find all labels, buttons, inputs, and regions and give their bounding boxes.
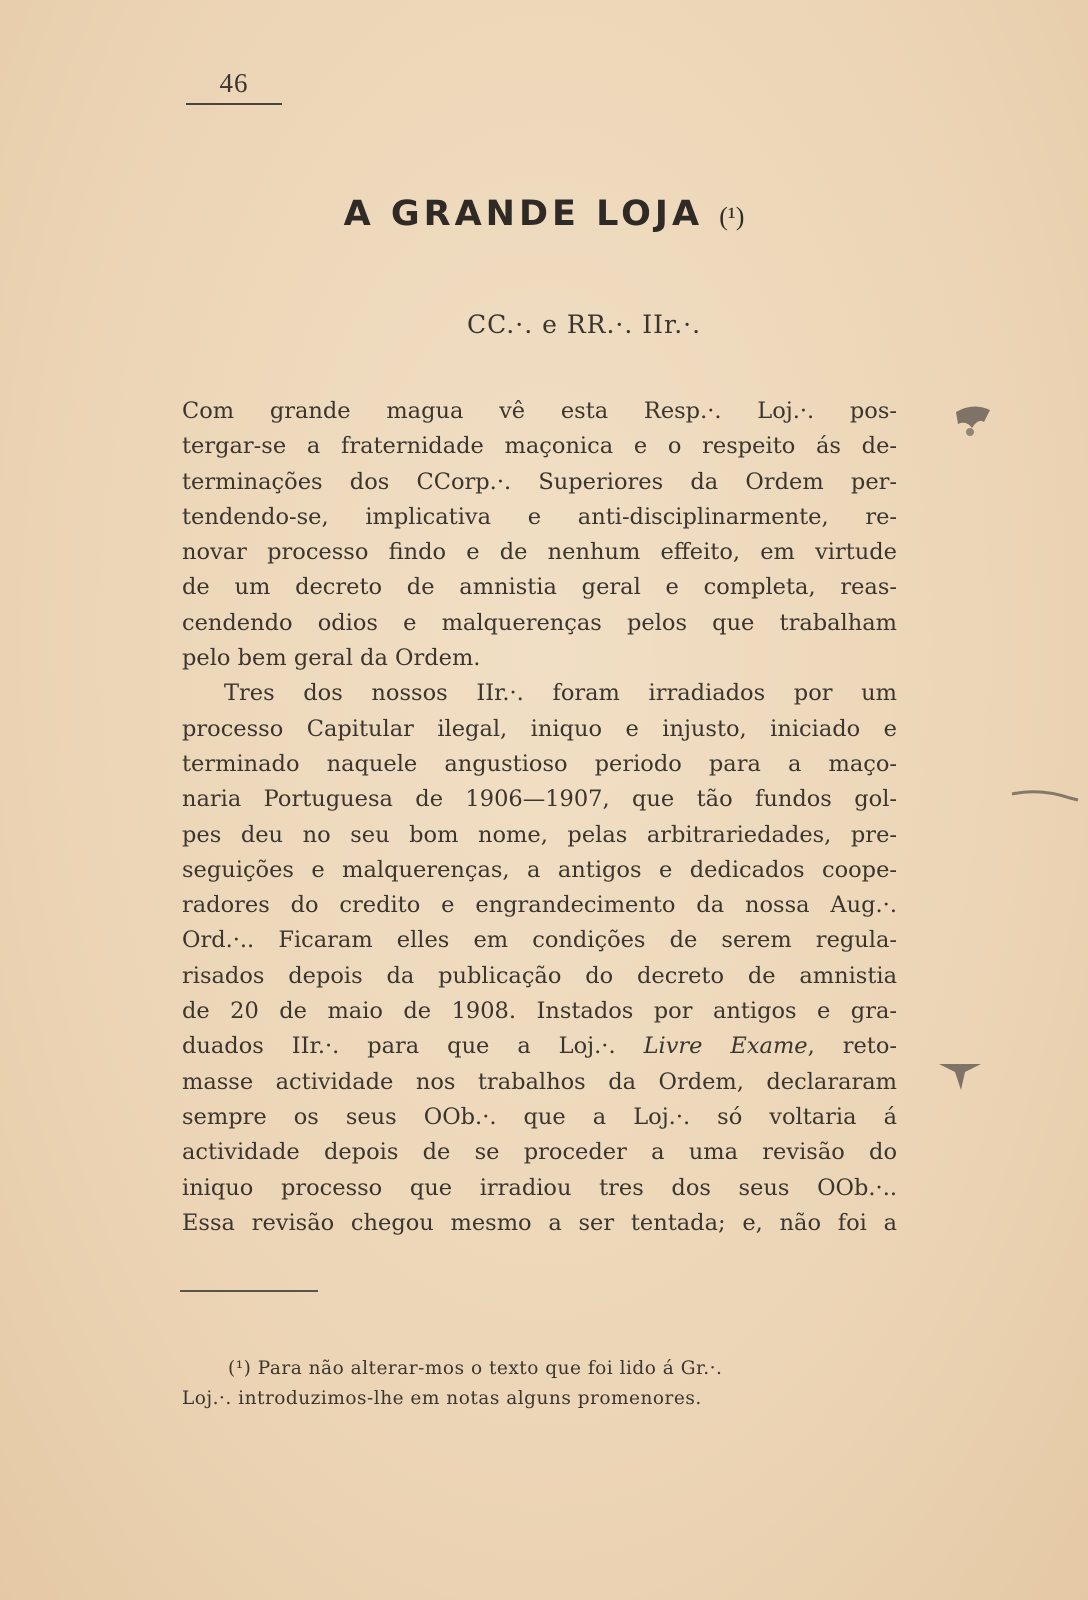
body-line: masse actividade nos trabalhos da Ordem, declararam <box>182 1068 897 1095</box>
footnote-rule <box>180 1290 318 1292</box>
body-line: sempre os seus OOb.·. que a Loj.·. só voltaria á <box>182 1103 897 1130</box>
body-line: naria Portuguesa de 1906—1907, que tão fundos gol- <box>182 786 897 813</box>
salutation: CC.·. e RR.·. IIr.·. <box>466 310 702 339</box>
body-line: pes deu no seu bom nome, pelas arbitrariedades, pre- <box>182 821 897 848</box>
body-line: cendendo odios e malquerenças pelos que trabalham <box>182 609 897 636</box>
body-line: actividade depois de se proceder a uma revisão do <box>182 1139 897 1166</box>
body-text <box>182 394 897 1241</box>
body-line: terminações dos CCorp.·. Superiores da Ordem per- <box>182 468 897 495</box>
body-line: de um decreto de amnistia geral e completa, reas- <box>182 574 897 601</box>
body-line: iniquo processo que irradiou tres dos seus OOb.·.. <box>182 1174 897 1201</box>
body-line: Essa revisão chegou mesmo a ser tentada; e, não foi a <box>182 1209 897 1236</box>
body-line: novar processo findo e de nenhum effeito, em virtude <box>182 539 897 566</box>
lodge-name-italic: Livre Exame <box>643 1033 808 1060</box>
margin-ink-stain-middle <box>1010 780 1080 810</box>
body-line: terminado naquele angustioso periodo para a maço- <box>182 750 897 777</box>
body-line: processo Capitular ilegal, iniquo e injusto, iniciado e <box>182 715 897 742</box>
chapter-title-text: A GRANDE LOJA <box>343 194 704 234</box>
page-number-rule <box>186 103 282 105</box>
chapter-title <box>0 194 1088 234</box>
body-line: Tres dos nossos IIr.·. foram irradiados por um <box>224 680 897 707</box>
footnote-reference: (¹) <box>719 202 745 231</box>
body-line: risados depois da publicação do decreto de amnistia <box>182 962 897 989</box>
body-line: duados IIr.·. para que a Loj.·. Livre Exame, reto- <box>182 1033 897 1060</box>
body-line: Ord.·.. Ficaram elles em condições de serem regula- <box>182 927 897 954</box>
body-line: radores do credito e engrandecimento da nossa Aug.·. <box>182 892 897 919</box>
footnote-line: Loj.·. introduzimos-lhe em notas alguns promenores. <box>182 1388 702 1409</box>
footnote <box>182 1354 882 1414</box>
body-line: de 20 de maio de 1908. Instados por antigos e gra- <box>182 998 897 1025</box>
footnote-line: (¹) Para não alterar-mos o texto que foi lido á Gr.·. <box>228 1358 723 1379</box>
body-line: pelo bem geral da Ordem. <box>182 645 481 672</box>
margin-ink-stain-bottom <box>935 1058 985 1098</box>
body-line: tendendo-se, implicativa e anti-disciplinarmente, re- <box>182 503 897 530</box>
body-line: Com grande magua vê esta Resp.·. Loj.·. pos- <box>182 398 897 424</box>
margin-ink-stain-top <box>948 400 998 450</box>
page-number: 46 <box>219 68 249 98</box>
body-line: tergar-se a fraternidade maçonica e o respeito ás de- <box>182 433 897 460</box>
body-line: seguições e malquerenças, a antigos e dedicados coope- <box>182 856 897 883</box>
